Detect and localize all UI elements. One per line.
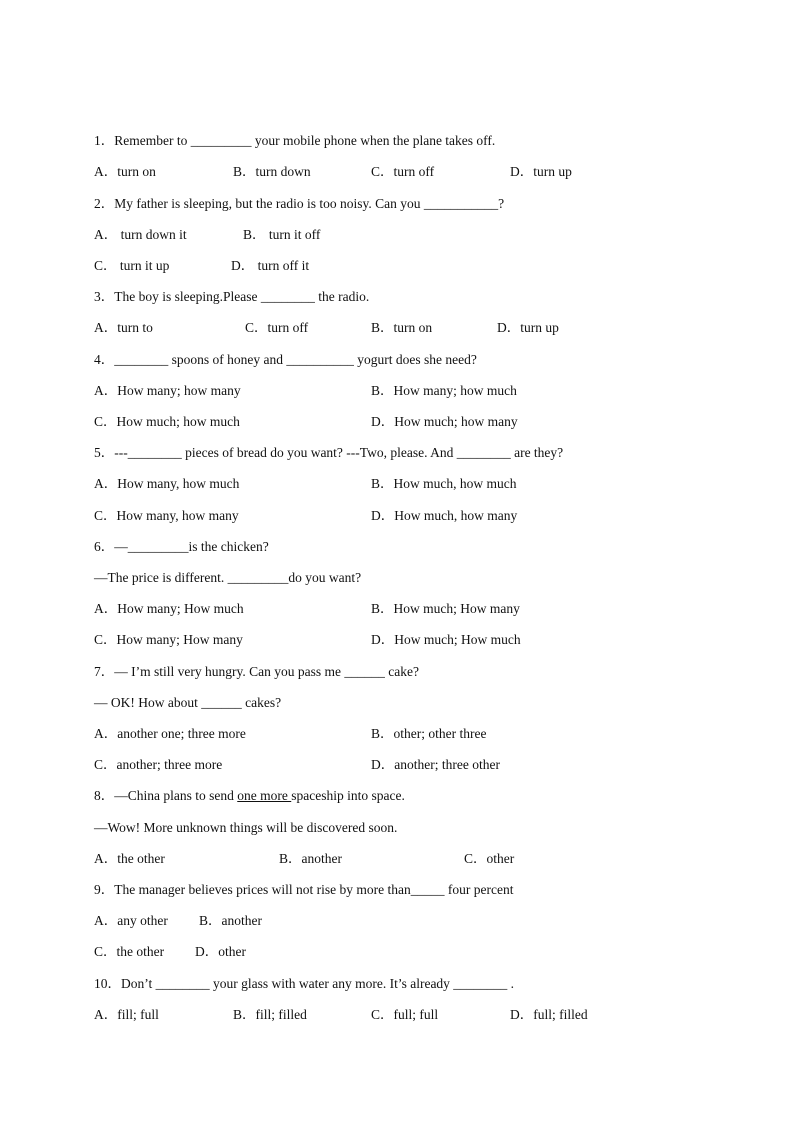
- question-3-option-a[interactable]: A．turn to: [94, 320, 153, 335]
- question-5-option-c[interactable]: C．How many, how many: [94, 508, 239, 523]
- question-9-option-c[interactable]: C．the other: [94, 944, 165, 959]
- question-7-stem: 7．— I’m still very hungry. Can you pass me ______ cake?: [94, 664, 419, 679]
- question-9-stem: 9．The manager believes prices will not rise by more than_____ four percent: [94, 882, 514, 897]
- question-6-option-a[interactable]: A．How many; How much: [94, 601, 244, 616]
- question-10-option-b[interactable]: B．fill; filled: [233, 1007, 307, 1022]
- question-4-stem: 4．________ spoons of honey and __________ yogurt does she need?: [94, 352, 477, 367]
- question-1-text-end: your mobile phone when the plane takes off.: [251, 133, 496, 148]
- question-7-option-a[interactable]: A．another one; three more: [94, 726, 246, 741]
- question-3-stem: 3．The boy is sleeping.Please ________ the radio.: [94, 289, 370, 304]
- question-10-stem: 10．Don’t ________ your glass with water any more. It’s already ________ .: [94, 976, 515, 991]
- question-8-text-end: spaceship into space.: [291, 788, 405, 803]
- question-4-option-b[interactable]: B．How many; how much: [371, 383, 517, 398]
- question-1-option-b[interactable]: B．turn down: [233, 164, 311, 179]
- question-4-option-d[interactable]: D．How much; how many: [371, 414, 518, 429]
- question-1-stem: [94, 133, 495, 149]
- question-6-stem: 6．—_________is the chicken?: [94, 539, 269, 554]
- question-7-option-c[interactable]: C．another; three more: [94, 757, 223, 772]
- question-7-option-d[interactable]: D．another; three other: [371, 757, 500, 772]
- question-8-option-c[interactable]: C．other: [464, 851, 515, 866]
- question-6-option-b[interactable]: B．How much; How many: [371, 601, 520, 616]
- question-5-option-b[interactable]: B．How much, how much: [371, 476, 517, 491]
- question-2-option-b[interactable]: B． turn it off: [243, 227, 321, 242]
- question-9-option-a[interactable]: A．any other: [94, 913, 168, 928]
- question-10-option-d[interactable]: D．full; filled: [510, 1007, 588, 1022]
- question-2-option-c[interactable]: C． turn it up: [94, 258, 170, 273]
- question-4-option-c[interactable]: C．How much; how much: [94, 414, 240, 429]
- question-5-option-d[interactable]: D．How much, how many: [371, 508, 518, 523]
- question-1-blank: _________: [190, 133, 252, 148]
- question-8-stem-2: —Wow! More unknown things will be discovered soon.: [94, 820, 398, 835]
- question-9-option-b[interactable]: B．another: [199, 913, 262, 928]
- question-5-option-a[interactable]: A．How many, how much: [94, 476, 240, 491]
- question-2-option-a[interactable]: A． turn down it: [94, 227, 187, 242]
- question-8-option-b[interactable]: B．another: [279, 851, 342, 866]
- question-6-option-d[interactable]: D．How much; How much: [371, 632, 521, 647]
- question-10-option-c[interactable]: C．full; full: [371, 1007, 439, 1022]
- question-1-option-c[interactable]: C．turn off: [371, 164, 435, 179]
- question-9-option-d[interactable]: D．other: [195, 944, 246, 959]
- question-1-text: 1．Remember to: [94, 133, 191, 148]
- question-4-option-a[interactable]: A．How many; how many: [94, 383, 241, 398]
- question-5-stem: 5．---________ pieces of bread do you want? ---Two, please. And ________ are they?: [94, 445, 564, 460]
- question-2-stem: 2．My father is sleeping, but the radio is too noisy. Can you ___________?: [94, 196, 505, 211]
- question-3-option-b[interactable]: B．turn on: [371, 320, 433, 335]
- question-3-option-c[interactable]: C．turn off: [245, 320, 309, 335]
- question-2-option-d[interactable]: D． turn off it: [231, 258, 310, 273]
- question-10-option-a[interactable]: A．fill; full: [94, 1007, 159, 1022]
- question-1-option-d[interactable]: D．turn up: [510, 164, 572, 179]
- question-8-option-a[interactable]: A．the other: [94, 851, 165, 866]
- question-1-option-a[interactable]: A．turn on: [94, 164, 156, 179]
- question-6-stem-2: —The price is different. _________do you want?: [94, 570, 362, 585]
- question-8-text: 8．—China plans to send: [94, 788, 238, 803]
- question-6-option-c[interactable]: C．How many; How many: [94, 632, 243, 647]
- question-8-stem: [94, 788, 405, 804]
- question-7-stem-2: — OK! How about ______ cakes?: [94, 695, 282, 710]
- question-7-option-b[interactable]: B．other; other three: [371, 726, 487, 741]
- question-3-option-d[interactable]: D．turn up: [497, 320, 559, 335]
- question-8-underlined-phrase: one more: [237, 788, 292, 803]
